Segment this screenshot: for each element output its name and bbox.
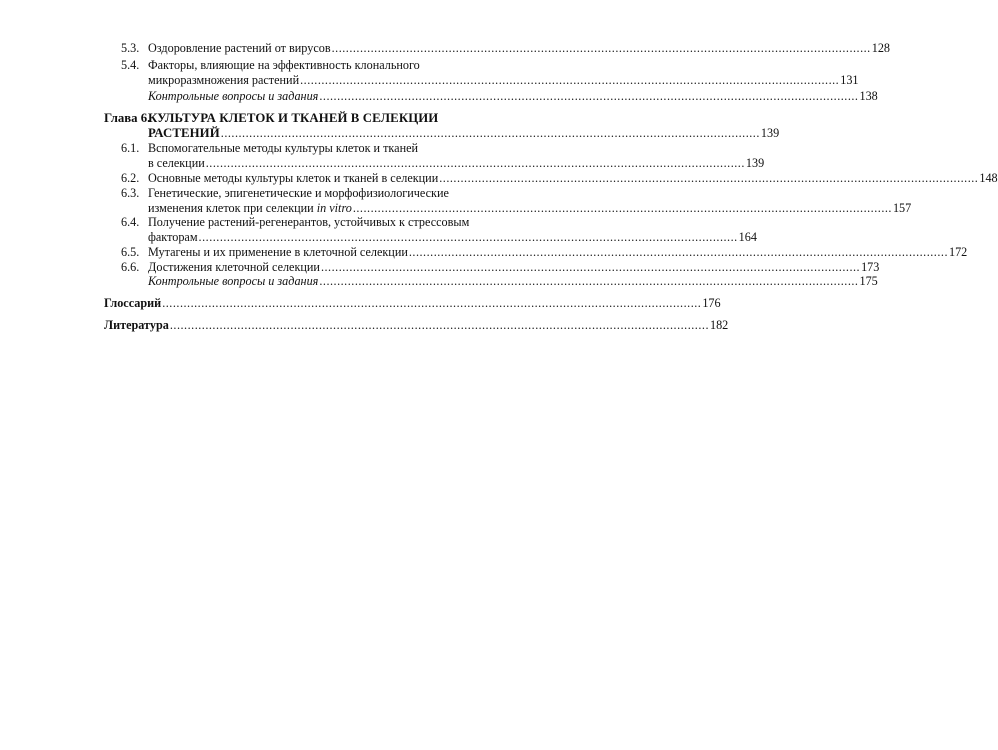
- section-title-line-1: Факторы, влияющие на эффективность клонального: [148, 58, 420, 72]
- page-number: 164: [738, 230, 757, 244]
- dot-leader: ........................................................................................................................................................: [198, 230, 738, 244]
- page-number: 139: [745, 156, 765, 170]
- dot-leader: ........................................................................................................................................................: [300, 73, 840, 87]
- section-number: 5.4.: [121, 58, 140, 72]
- in-vitro-term: in vitro: [316, 201, 352, 215]
- dot-leader: ........................................................................................................................................................: [220, 126, 760, 140]
- section-number: 6.3.: [121, 186, 140, 200]
- dot-leader: ........................................................................................................................................................: [320, 260, 861, 274]
- toc-entry-questions-6: [148, 274, 878, 289]
- dot-leader: ........................................................................................................................................................: [169, 318, 709, 332]
- section-title: Основные методы культуры клеток и тканей в селекции: [148, 171, 439, 185]
- section-number: 6.6.: [121, 260, 140, 274]
- page-number: 157: [892, 201, 912, 215]
- dot-leader: ........................................................................................................................................................: [439, 171, 979, 185]
- dot-leader: ........................................................................................................................................................: [331, 41, 871, 55]
- section-title: Оздоровление растений от вирусов: [148, 41, 331, 55]
- page-number: 128: [871, 41, 890, 55]
- dot-leader: ........................................................................................................................................................: [408, 245, 948, 259]
- page-number: 172: [948, 245, 968, 259]
- section-title-line-2: [148, 201, 352, 216]
- section-number: 6.2.: [121, 171, 140, 185]
- questions-title: Контрольные вопросы и задания: [148, 89, 319, 103]
- toc-entry-literature: [104, 318, 729, 333]
- dot-leader: ........................................................................................................................................................: [205, 156, 745, 170]
- chapter-title-line-2: РАСТЕНИЙ: [148, 126, 220, 140]
- page-number: 139: [760, 126, 780, 140]
- section-title-line-1: Получение растений-регенерантов, устойчивых к стрессовым: [148, 215, 470, 229]
- section-title: Мутагены и их применение в клеточной селекции: [148, 245, 408, 259]
- toc-entry-questions-5: [148, 89, 878, 104]
- dot-leader: ........................................................................................................................................................: [162, 296, 702, 310]
- section-number: 6.1.: [121, 141, 140, 155]
- page-number: 182: [709, 318, 729, 332]
- page-number: 131: [840, 73, 859, 87]
- chapter-label: Глава 6.: [104, 111, 151, 125]
- page-number: 173: [861, 260, 880, 274]
- page-number: 175: [859, 274, 878, 288]
- section-number: 6.5.: [121, 245, 140, 259]
- toc-entry-glossary: [104, 296, 721, 311]
- dot-leader: ........................................................................................................................................................: [319, 274, 859, 288]
- section-title-line-1: Генетические, эпигенетические и морфофизиологические: [148, 186, 449, 200]
- page-number: 148: [979, 171, 998, 185]
- questions-title: Контрольные вопросы и задания: [148, 274, 319, 288]
- literature-title: Литература: [104, 318, 169, 332]
- section-title-line-2: факторам: [148, 230, 198, 244]
- glossary-title: Глоссарий: [104, 296, 162, 310]
- section-title-line-1: Вспомогательные методы культуры клеток и тканей: [148, 141, 419, 155]
- section-title-text: изменения клеток при селекции: [148, 201, 317, 215]
- dot-leader: ........................................................................................................................................................: [319, 89, 859, 103]
- chapter-title-line-1: КУЛЬТУРА КЛЕТОК И ТКАНЕЙ В СЕЛЕКЦИИ: [148, 111, 439, 125]
- section-number: 5.3.: [121, 41, 140, 55]
- section-title-line-2: микроразмножения растений: [148, 73, 300, 87]
- section-title-line-2: в селекции: [148, 156, 205, 170]
- section-number: 6.4.: [121, 215, 140, 229]
- page-number: 176: [702, 296, 721, 310]
- section-title: Достижения клеточной селекции: [148, 260, 320, 274]
- dot-leader: ........................................................................................................................................................: [352, 201, 892, 215]
- page-number: 138: [859, 89, 878, 103]
